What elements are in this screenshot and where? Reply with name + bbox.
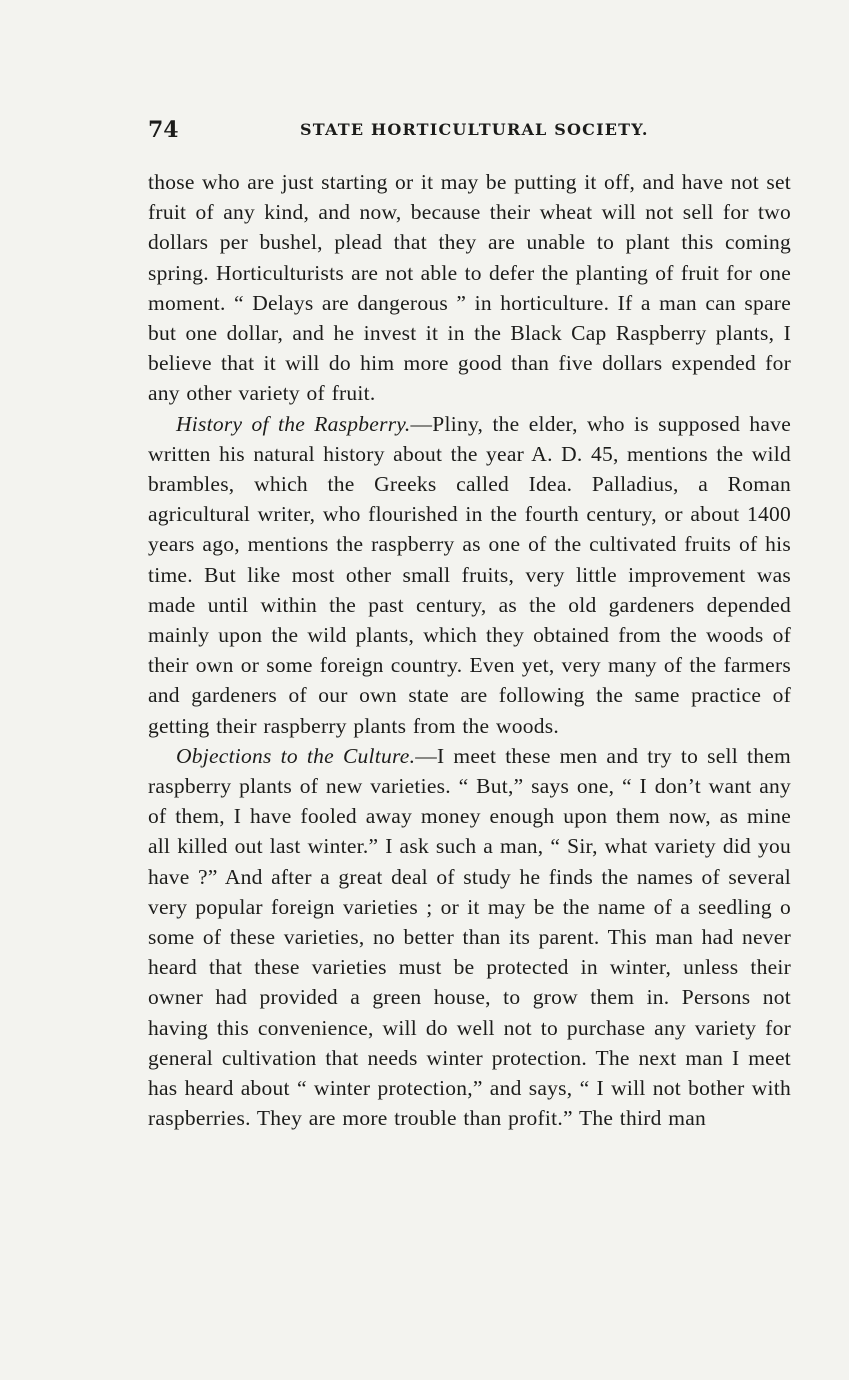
paragraph-text: —I meet these men and try to sell them raspberry plants of new varieties. “ But,” says one, “ I don’t want any of them, I have fooled away money enough upon them now, as mine all killed out last winter.” I ask such a man, “ Sir, what variety did you have ?” And after a great deal of study he finds the names of several very popular foreign varieties ; or it may be the name of a seedling o some of these varieties, no better than its parent. This man had never heard that these varieties must be protected in winter, unless their owner had provided a green house, to grow them in. Persons not having this convenience, will do well not to purchase any variety for general cultivation that needs winter protection. The next man I meet has heard about “ winter protection,” and says, “ I will not bother with raspberries. They are more trouble than profit.” The third man	[148, 743, 791, 1131]
paragraph-text: those who are just starting or it may be putting it off, and have not set fruit of any kind, and now, because their wheat will not sell for two dollars per bushel, plead that they are unable to plant this coming spring. Horticulturists are not able to defer the planting of fruit for one moment. “ Delays are dangerous ” in horticulture. If a man can spare but one dollar, and he invest it in the Black Cap Raspberry plants, I believe that it will do him more good than five dollars expended for any other variety of fruit.	[148, 170, 791, 406]
page-number: 74	[148, 117, 179, 143]
body-text	[148, 167, 791, 1134]
paragraph-text: —Pliny, the elder, who is supposed have written his natural history about the year A. D. 45, mentions the wild brambles, which the Greeks called Idea. Palladius, a Roman agricultural writer, who flourished in the fourth century, or about 1400 years ago, mentions the raspberry as one of the cultivated fruits of his time. But like most other small fruits, very little improvement was made until within the past century, as the old gardeners depended mainly upon the wild plants, which they obtained from the woods of their own or some foreign country. Even yet, very many of the farmers and gardeners of our own state are following the same practice of getting their raspberry plants from the woods.	[148, 411, 791, 738]
paragraph	[148, 167, 791, 409]
page-header	[148, 114, 790, 146]
section-heading: Objections to the Culture.	[176, 743, 416, 768]
running-title: STATE HORTICULTURAL SOCIETY.	[300, 120, 649, 139]
section-heading: History of the Raspberry.	[176, 411, 411, 436]
paragraph	[148, 409, 791, 741]
paragraph	[148, 741, 791, 1134]
